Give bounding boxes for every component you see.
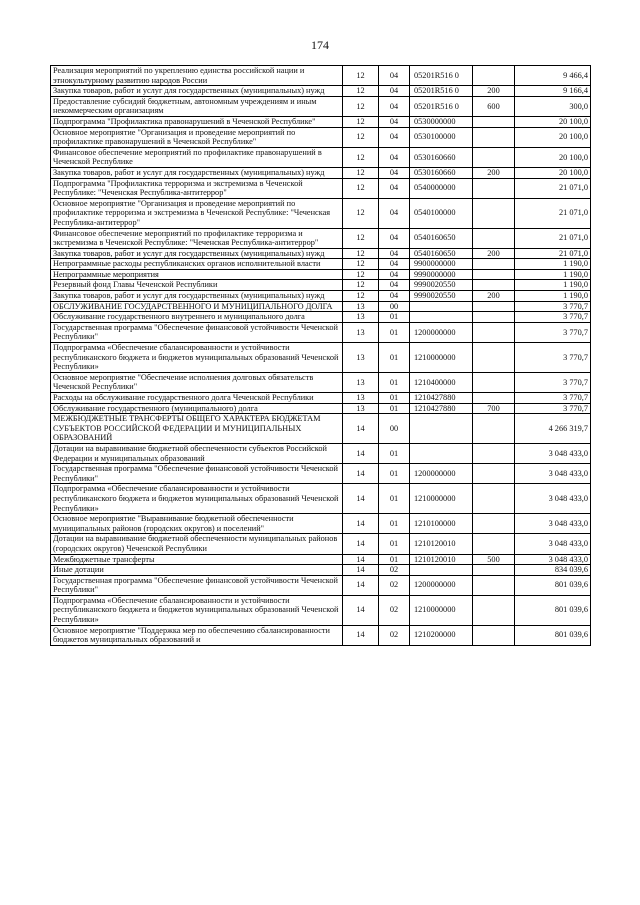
amount-cell: 20 100,0: [515, 167, 591, 178]
expense-type-cell: 200: [473, 291, 515, 302]
table-row: [51, 322, 591, 342]
amount-cell: 801 039,6: [515, 625, 591, 645]
table-row: [51, 534, 591, 554]
section-code-cell: 12: [343, 291, 379, 302]
page-number: 174: [311, 38, 329, 52]
table-row: [51, 514, 591, 534]
expense-type-cell: 600: [473, 96, 515, 116]
table-row: [51, 96, 591, 116]
subsection-code-cell: 02: [379, 595, 410, 625]
table-row: [51, 393, 591, 404]
section-code-cell: 13: [343, 322, 379, 342]
subsection-code-cell: 01: [379, 534, 410, 554]
section-code-cell: 14: [343, 443, 379, 463]
expense-type-cell: [473, 269, 515, 280]
expense-name-cell: Подпрограмма «Обеспечение сбалансированности и устойчивости республиканского бюджета и бюджетов муниципальных образований Чеченской Республики»: [51, 484, 343, 514]
expense-name-cell: Межбюджетные трансферты: [51, 554, 343, 565]
expense-type-cell: 200: [473, 86, 515, 97]
target-article-cell: [410, 301, 473, 312]
target-article-cell: 1210400000: [410, 372, 473, 392]
budget-table: [50, 65, 591, 646]
target-article-cell: 1210100000: [410, 514, 473, 534]
amount-cell: 4 266 319,7: [515, 414, 591, 444]
target-article-cell: 1200000000: [410, 464, 473, 484]
section-code-cell: 12: [343, 96, 379, 116]
table-row: [51, 343, 591, 373]
table-row: [51, 86, 591, 97]
expense-type-cell: [473, 534, 515, 554]
section-code-cell: 12: [343, 127, 379, 147]
section-code-cell: 14: [343, 595, 379, 625]
table-row: [51, 147, 591, 167]
amount-cell: 9 466,4: [515, 66, 591, 86]
subsection-code-cell: 04: [379, 248, 410, 259]
expense-type-cell: [473, 414, 515, 444]
expense-type-cell: [473, 514, 515, 534]
subsection-code-cell: 04: [379, 269, 410, 280]
section-code-cell: 13: [343, 301, 379, 312]
table-row: [51, 414, 591, 444]
expense-name-cell: Расходы на обслуживание государственного долга Чеченской Республики: [51, 393, 343, 404]
expense-type-cell: [473, 301, 515, 312]
subsection-code-cell: 04: [379, 127, 410, 147]
expense-name-cell: Обслуживание государственного внутреннего и муниципального долга: [51, 312, 343, 323]
expense-type-cell: [473, 343, 515, 373]
target-article-cell: 0540160650: [410, 248, 473, 259]
section-code-cell: 12: [343, 198, 379, 228]
expense-name-cell: Подпрограмма "Профилактика правонарушений в Чеченской Республике": [51, 116, 343, 127]
expense-type-cell: 700: [473, 403, 515, 414]
table-row: [51, 443, 591, 463]
amount-cell: 21 071,0: [515, 248, 591, 259]
target-article-cell: 05201R516 0: [410, 66, 473, 86]
amount-cell: 3 048 433,0: [515, 534, 591, 554]
expense-name-cell: Дотации на выравнивание бюджетной обеспеченности субъектов Российской Федерации и муниципальных образований: [51, 443, 343, 463]
table-row: [51, 565, 591, 576]
expense-name-cell: Государственная программа "Обеспечение финансовой устойчивости Чеченской Республики": [51, 464, 343, 484]
amount-cell: 3 770,7: [515, 343, 591, 373]
target-article-cell: 0540160650: [410, 228, 473, 248]
subsection-code-cell: 04: [379, 147, 410, 167]
target-article-cell: [410, 312, 473, 323]
section-code-cell: 12: [343, 269, 379, 280]
expense-type-cell: [473, 575, 515, 595]
amount-cell: 3 048 433,0: [515, 554, 591, 565]
target-article-cell: 9900000000: [410, 259, 473, 270]
expense-name-cell: Основное мероприятие "Организация и проведение мероприятий по профилактике правонарушений в Чеченской Республике": [51, 127, 343, 147]
expense-name-cell: Основное мероприятие "Выравнивание бюджетной обеспеченности муниципальных районов (городских округов) и поселений": [51, 514, 343, 534]
expense-type-cell: [473, 484, 515, 514]
subsection-code-cell: 01: [379, 372, 410, 392]
expense-name-cell: Закупка товаров, работ и услуг для государственных (муниципальных) нужд: [51, 248, 343, 259]
subsection-code-cell: 01: [379, 393, 410, 404]
amount-cell: 300,0: [515, 96, 591, 116]
table-row: [51, 625, 591, 645]
expense-type-cell: [473, 312, 515, 323]
expense-type-cell: [473, 322, 515, 342]
table-row: [51, 116, 591, 127]
table-row: [51, 66, 591, 86]
section-code-cell: 12: [343, 280, 379, 291]
amount-cell: 20 100,0: [515, 116, 591, 127]
expense-name-cell: Дотации на выравнивание бюджетной обеспеченности муниципальных районов (городских округов) Чеченской Республики: [51, 534, 343, 554]
target-article-cell: 0530160660: [410, 147, 473, 167]
section-code-cell: 14: [343, 575, 379, 595]
section-code-cell: 12: [343, 248, 379, 259]
amount-cell: 21 071,0: [515, 228, 591, 248]
amount-cell: 3 770,7: [515, 372, 591, 392]
table-row: [51, 178, 591, 198]
table-row: [51, 127, 591, 147]
subsection-code-cell: 01: [379, 403, 410, 414]
expense-type-cell: [473, 127, 515, 147]
expense-type-cell: [473, 372, 515, 392]
expense-name-cell: Финансовое обеспечение мероприятий по профилактике правонарушений в Чеченской Республике: [51, 147, 343, 167]
table-row: [51, 259, 591, 270]
expense-name-cell: Иные дотации: [51, 565, 343, 576]
section-code-cell: 12: [343, 116, 379, 127]
expense-type-cell: [473, 595, 515, 625]
expense-name-cell: Финансовое обеспечение мероприятий по профилактике терроризма и экстремизма в Чеченской Республике: "Чеченская Республика-антитеррор": [51, 228, 343, 248]
section-code-cell: 12: [343, 178, 379, 198]
table-row: [51, 403, 591, 414]
amount-cell: 1 190,0: [515, 259, 591, 270]
expense-type-cell: [473, 116, 515, 127]
expense-type-cell: 500: [473, 554, 515, 565]
expense-name-cell: Государственная программа "Обеспечение финансовой устойчивости Чеченской Республики": [51, 322, 343, 342]
section-code-cell: 12: [343, 167, 379, 178]
section-code-cell: 12: [343, 228, 379, 248]
table-row: [51, 248, 591, 259]
expense-type-cell: [473, 625, 515, 645]
target-article-cell: 0530160660: [410, 167, 473, 178]
target-article-cell: 1200000000: [410, 575, 473, 595]
table-row: [51, 280, 591, 291]
target-article-cell: 9990020550: [410, 291, 473, 302]
section-code-cell: 14: [343, 464, 379, 484]
section-code-cell: 13: [343, 403, 379, 414]
target-article-cell: 1210120010: [410, 554, 473, 565]
amount-cell: 834 039,6: [515, 565, 591, 576]
expense-name-cell: Непрограммные мероприятия: [51, 269, 343, 280]
table-row: [51, 228, 591, 248]
subsection-code-cell: 02: [379, 565, 410, 576]
expense-name-cell: Подпрограмма «Обеспечение сбалансированности и устойчивости республиканского бюджета и бюджетов муниципальных образований Чеченской Республики»: [51, 343, 343, 373]
expense-name-cell: Подпрограмма «Обеспечение сбалансированности и устойчивости республиканского бюджета и бюджетов муниципальных образований Чеченской Республики»: [51, 595, 343, 625]
expense-name-cell: Государственная программа "Обеспечение финансовой устойчивости Чеченской Республики": [51, 575, 343, 595]
target-article-cell: 1200000000: [410, 322, 473, 342]
subsection-code-cell: 01: [379, 312, 410, 323]
section-code-cell: 12: [343, 147, 379, 167]
subsection-code-cell: 02: [379, 625, 410, 645]
table-row: [51, 301, 591, 312]
section-code-cell: 14: [343, 514, 379, 534]
subsection-code-cell: 04: [379, 259, 410, 270]
section-code-cell: 14: [343, 534, 379, 554]
expense-type-cell: [473, 393, 515, 404]
target-article-cell: [410, 565, 473, 576]
table-row: [51, 372, 591, 392]
subsection-code-cell: 04: [379, 116, 410, 127]
expense-name-cell: Обслуживание государственного (муниципального) долга: [51, 403, 343, 414]
expense-name-cell: Основное мероприятие "Организация и проведение мероприятий по профилактике терроризма и экстремизма в Чеченской Республике: "Чеченская Республика-антитеррор": [51, 198, 343, 228]
expense-type-cell: [473, 443, 515, 463]
table-row: [51, 312, 591, 323]
expense-type-cell: [473, 259, 515, 270]
expense-type-cell: [473, 280, 515, 291]
section-code-cell: 14: [343, 565, 379, 576]
section-code-cell: 14: [343, 484, 379, 514]
subsection-code-cell: 04: [379, 66, 410, 86]
subsection-code-cell: 04: [379, 291, 410, 302]
amount-cell: 20 100,0: [515, 147, 591, 167]
amount-cell: 20 100,0: [515, 127, 591, 147]
budget-table-body: [51, 66, 591, 646]
target-article-cell: 1210200000: [410, 625, 473, 645]
expense-name-cell: ОБСЛУЖИВАНИЕ ГОСУДАРСТВЕННОГО И МУНИЦИПАЛЬНОГО ДОЛГА: [51, 301, 343, 312]
table-row: [51, 269, 591, 280]
amount-cell: 801 039,6: [515, 575, 591, 595]
target-article-cell: 1210000000: [410, 343, 473, 373]
subsection-code-cell: 01: [379, 514, 410, 534]
expense-type-cell: 200: [473, 167, 515, 178]
target-article-cell: 05201R516 0: [410, 86, 473, 97]
expense-type-cell: [473, 228, 515, 248]
subsection-code-cell: 02: [379, 575, 410, 595]
expense-type-cell: [473, 464, 515, 484]
section-code-cell: 13: [343, 312, 379, 323]
target-article-cell: 9990020550: [410, 280, 473, 291]
subsection-code-cell: 04: [379, 86, 410, 97]
subsection-code-cell: 04: [379, 167, 410, 178]
expense-type-cell: 200: [473, 248, 515, 259]
subsection-code-cell: 04: [379, 178, 410, 198]
subsection-code-cell: 04: [379, 228, 410, 248]
section-code-cell: 12: [343, 259, 379, 270]
expense-type-cell: [473, 66, 515, 86]
expense-name-cell: МЕЖБЮДЖЕТНЫЕ ТРАНСФЕРТЫ ОБЩЕГО ХАРАКТЕРА БЮДЖЕТАМ СУБЪЕКТОВ РОССИЙСКОЙ ФЕДЕРАЦИИ И МУНИЦИПАЛЬНЫХ ОБРАЗОВАНИЙ: [51, 414, 343, 444]
amount-cell: 3 770,7: [515, 393, 591, 404]
amount-cell: 3 048 433,0: [515, 514, 591, 534]
section-code-cell: 14: [343, 625, 379, 645]
expense-name-cell: Непрограммные расходы республиканских органов исполнительной власти: [51, 259, 343, 270]
amount-cell: 3 770,7: [515, 312, 591, 323]
target-article-cell: 0540000000: [410, 178, 473, 198]
subsection-code-cell: 04: [379, 280, 410, 291]
amount-cell: 3 048 433,0: [515, 443, 591, 463]
amount-cell: 1 190,0: [515, 291, 591, 302]
subsection-code-cell: 04: [379, 96, 410, 116]
target-article-cell: 1210000000: [410, 484, 473, 514]
amount-cell: 21 071,0: [515, 178, 591, 198]
target-article-cell: 0530100000: [410, 127, 473, 147]
amount-cell: 801 039,6: [515, 595, 591, 625]
table-row: [51, 464, 591, 484]
subsection-code-cell: 01: [379, 464, 410, 484]
section-code-cell: 14: [343, 554, 379, 565]
target-article-cell: [410, 443, 473, 463]
section-code-cell: 13: [343, 343, 379, 373]
expense-type-cell: [473, 565, 515, 576]
subsection-code-cell: 01: [379, 484, 410, 514]
expense-name-cell: Резервный фонд Главы Чеченской Республики: [51, 280, 343, 291]
table-row: [51, 198, 591, 228]
amount-cell: 3 048 433,0: [515, 484, 591, 514]
section-code-cell: 13: [343, 393, 379, 404]
target-article-cell: 0530000000: [410, 116, 473, 127]
expense-name-cell: Предоставление субсидий бюджетным, автономным учреждениям и иным некоммерческим организациям: [51, 96, 343, 116]
target-article-cell: 1210427880: [410, 403, 473, 414]
subsection-code-cell: 01: [379, 322, 410, 342]
amount-cell: 1 190,0: [515, 280, 591, 291]
amount-cell: 3 770,7: [515, 403, 591, 414]
target-article-cell: 1210000000: [410, 595, 473, 625]
subsection-code-cell: 01: [379, 343, 410, 373]
amount-cell: 1 190,0: [515, 269, 591, 280]
table-row: [51, 167, 591, 178]
table-row: [51, 575, 591, 595]
amount-cell: 9 166,4: [515, 86, 591, 97]
expense-name-cell: Закупка товаров, работ и услуг для государственных (муниципальных) нужд: [51, 86, 343, 97]
expense-name-cell: Реализация мероприятий по укреплению единства российской нации и этнокультурному развитию народов России: [51, 66, 343, 86]
amount-cell: 21 071,0: [515, 198, 591, 228]
target-article-cell: 9990000000: [410, 269, 473, 280]
target-article-cell: 0540100000: [410, 198, 473, 228]
amount-cell: 3 048 433,0: [515, 464, 591, 484]
subsection-code-cell: 04: [379, 198, 410, 228]
expense-name-cell: Закупка товаров, работ и услуг для государственных (муниципальных) нужд: [51, 167, 343, 178]
amount-cell: 3 770,7: [515, 301, 591, 312]
expense-name-cell: Закупка товаров, работ и услуг для государственных (муниципальных) нужд: [51, 291, 343, 302]
section-code-cell: 12: [343, 66, 379, 86]
subsection-code-cell: 00: [379, 414, 410, 444]
expense-type-cell: [473, 198, 515, 228]
subsection-code-cell: 01: [379, 443, 410, 463]
expense-name-cell: Подпрограмма "Профилактика терроризма и экстремизма в Чеченской Республике: "Чеченская Республика-антитеррор": [51, 178, 343, 198]
section-code-cell: 12: [343, 86, 379, 97]
target-article-cell: [410, 414, 473, 444]
expense-name-cell: Основное мероприятие "Поддержка мер по обеспечению сбалансированности бюджетов муниципальных образований и: [51, 625, 343, 645]
subsection-code-cell: 01: [379, 554, 410, 565]
expense-name-cell: Основное мероприятие "Обеспечение исполнения долговых обязательств Чеченской Республики": [51, 372, 343, 392]
subsection-code-cell: 00: [379, 301, 410, 312]
target-article-cell: 1210427880: [410, 393, 473, 404]
table-row: [51, 554, 591, 565]
expense-type-cell: [473, 147, 515, 167]
target-article-cell: 05201R516 0: [410, 96, 473, 116]
table-row: [51, 484, 591, 514]
expense-type-cell: [473, 178, 515, 198]
table-row: [51, 595, 591, 625]
section-code-cell: 14: [343, 414, 379, 444]
table-row: [51, 291, 591, 302]
target-article-cell: 1210120010: [410, 534, 473, 554]
amount-cell: 3 770,7: [515, 322, 591, 342]
section-code-cell: 13: [343, 372, 379, 392]
